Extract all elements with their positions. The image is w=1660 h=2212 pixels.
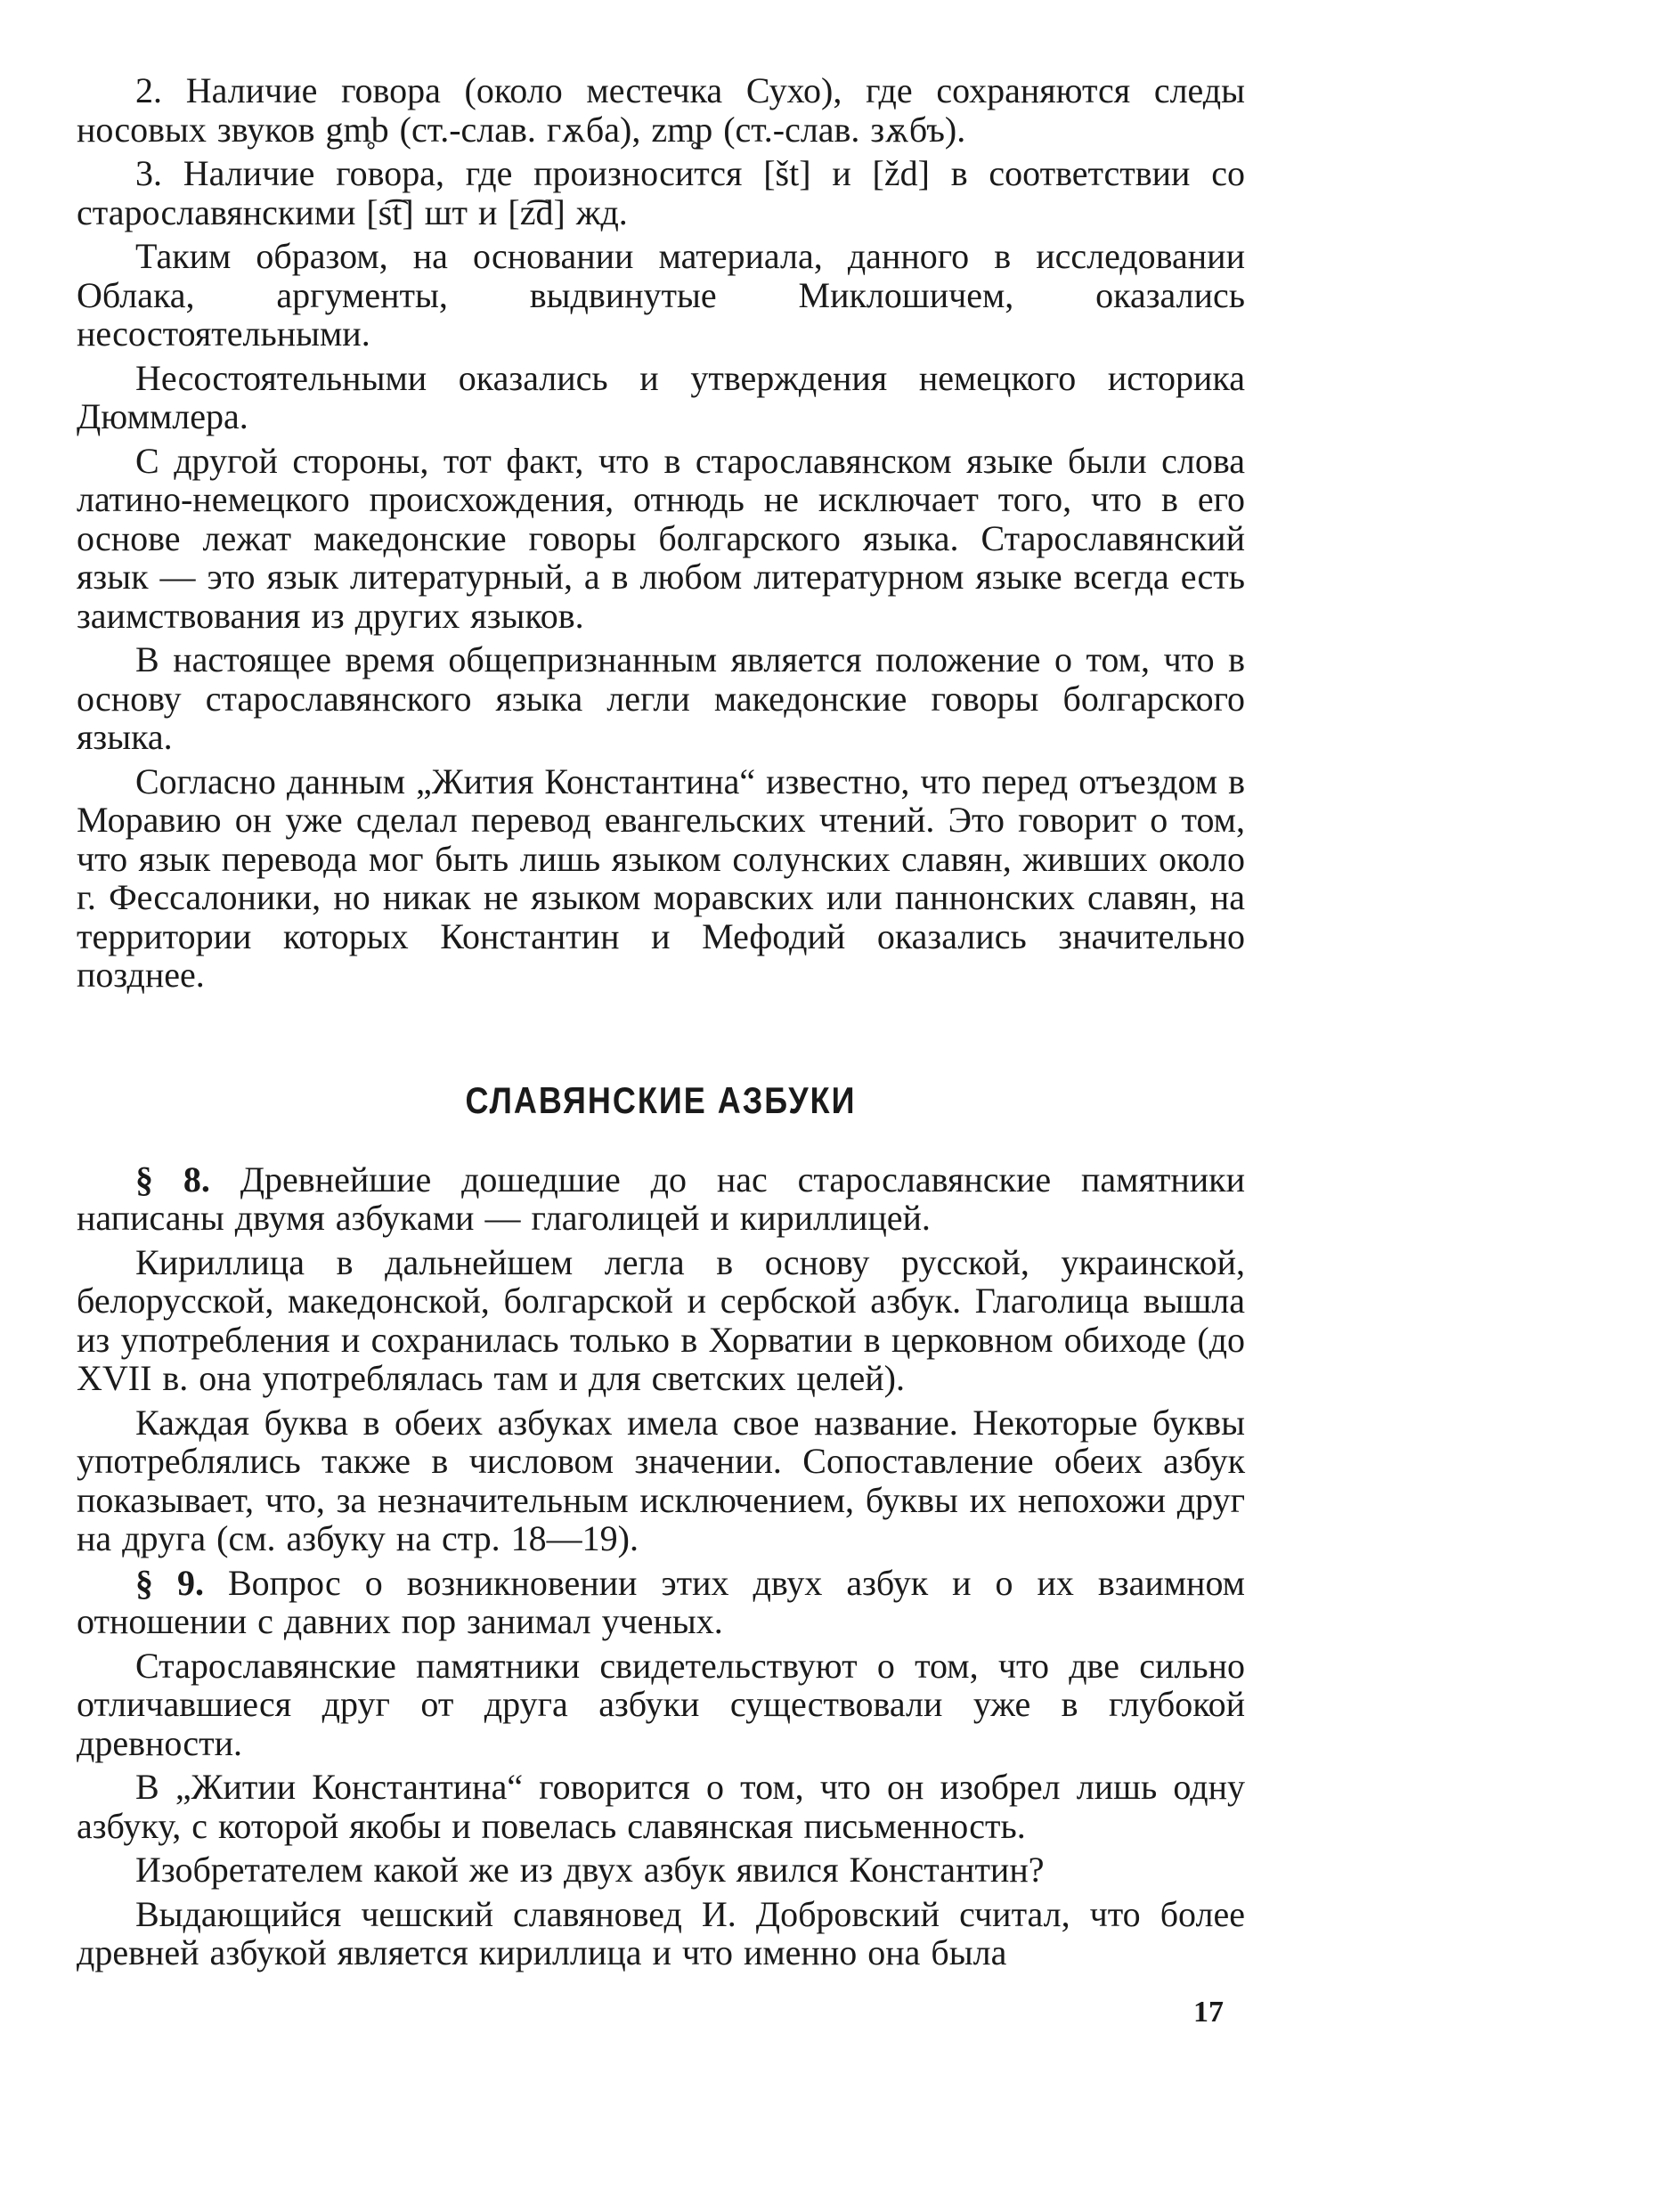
section-8-paragraph	[77, 1160, 1245, 1238]
section-9-paragraph	[77, 1564, 1245, 1641]
paragraph: Выдающийся чешский славяновед И. Добровский считал, что более древней азбукой является кириллица и что именно она была	[77, 1893, 1245, 1972]
section-marker: § 8.	[135, 1159, 210, 1200]
paragraph: С другой стороны, тот факт, что в старославянском языке были слова латино-немецкого происхождения, отнюдь не исключает того, что в его основе лежат македонские говоры болгарского языка. Старославянский язык — это язык литературный, а в любом литературном языке всегда есть заимствования из других языков.	[77, 440, 1245, 636]
section-marker: § 9.	[135, 1562, 204, 1603]
page-number: 17	[1193, 1996, 1224, 2029]
paragraph: В настоящее время общепризнанным является положение о том, что в основу старославянского языка легли македонские говоры болгарского языка.	[77, 639, 1245, 757]
paragraph: Согласно данным „Жития Константина“ известно, что перед отъездом в Моравию он уже сделал перевод евангельских чтений. Это говорит о том, что язык перевода мог быть лишь языком солунских славян, живших около г. Фессалоники, но никак не языком моравских или паннонских славян, на территории которых Константин и Мефодий оказались значительно позднее.	[77, 760, 1245, 995]
paragraph: 2. Наличие говора (около местечка Сухо), где сохраняются следы носовых звуков gm̥b (ст.-слав. гѫба), zm̥p (ст.-слав. зѫбъ).	[77, 70, 1245, 150]
paragraph: В „Житии Константина“ говорится о том, что он изобрел лишь одну азбуку, с которой якобы и повелась славянская письменность.	[77, 1767, 1245, 1846]
section-heading: СЛАВЯНСКИЕ АЗБУКИ	[465, 1078, 857, 1121]
paragraph: Кириллица в дальнейшем легла в основу русской, украинской, белорусской, македонской, болгарской и сербской азбук. Глаголица вышла из употребления и сохранилась только в Хорватии в церковном обиходе (до XVII в. она употреблялась там и для светских целей).	[77, 1241, 1245, 1398]
section-text: Вопрос о возникновении этих двух азбук и о их взаимном отношении с давних пор занимал ученых.	[77, 1562, 1245, 1641]
paragraph: Таким образом, на основании материала, данного в исследовании Облака, аргументы, выдвинутые Миклошичем, оказались несостоятельными.	[77, 236, 1245, 354]
paragraph: Несостоятельными оказались и утверждения немецкого историка Дюммлера.	[77, 357, 1245, 436]
section-text: Древнейшие дошедшие до нас старославянские памятники написаны двумя азбуками — глаголицей и кириллицей.	[77, 1159, 1245, 1238]
paragraph: Каждая буква в обеих азбуках имела свое название. Некоторые буквы употреблялись также в числовом значении. Сопоставление обеих азбук показывает, что, за незначительным исключением, буквы их непохожи друг на друга (см. азбуку на стр. 18—19).	[77, 1402, 1245, 1558]
paragraph: 3. Наличие говора, где произносится [št] и [žd] в соответствии со старославянскими [s͡t] шт и [z͡d] жд.	[77, 153, 1245, 232]
paragraph: Старославянские памятники свидетельствуют о том, что две сильно отличавшиеся друг от друга азбуки существовали уже в глубокой древности.	[77, 1645, 1245, 1763]
page-body	[77, 71, 1245, 1978]
paragraph: Изобретателем какой же из двух азбук явился Константин?	[135, 1850, 1045, 1890]
